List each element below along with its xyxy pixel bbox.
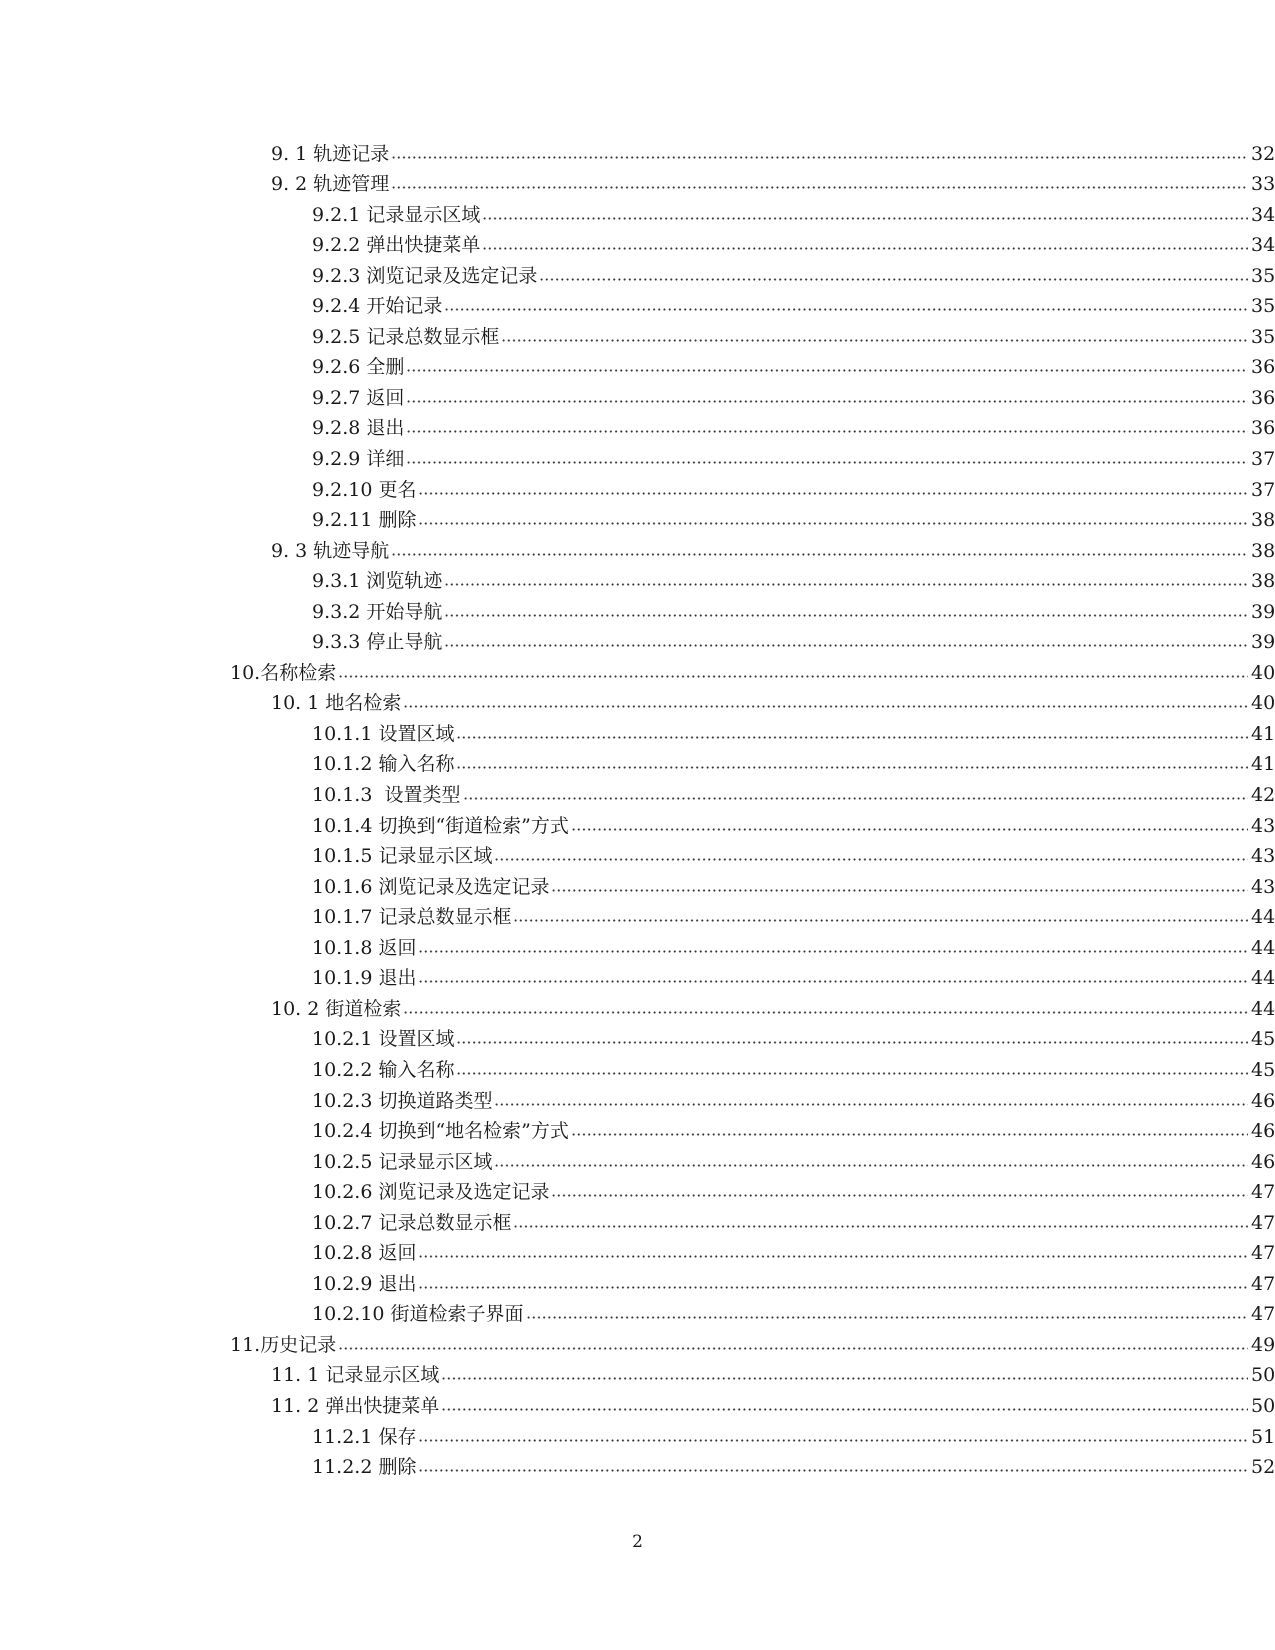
toc-entry[interactable] [0,1451,1275,1482]
toc-entry-title: 10.2.10 街道检索子界面 [312,1303,524,1326]
toc-entry[interactable] [0,901,1275,932]
toc-entry-title: 9.2.3 浏览记录及选定记录 [312,264,538,287]
toc-entry-page-number: 42 [1251,784,1275,807]
toc-entry[interactable] [0,656,1275,687]
toc-entry[interactable] [0,1115,1275,1146]
toc-entry-title: 10. 2 街道检索 [271,997,402,1020]
toc-entry-page-number: 41 [1251,722,1275,745]
toc-entry[interactable] [0,931,1275,962]
toc-entry-title: 10.2.4 切换到“地名检索”方式 [312,1120,569,1143]
toc-entry-title: 11. 2 弹出快捷菜单 [271,1394,440,1417]
toc-entry[interactable] [0,1176,1275,1207]
toc-dot-leader [391,156,1248,159]
toc-entry[interactable] [0,198,1275,229]
toc-entry[interactable] [0,992,1275,1023]
toc-entry-page-number: 38 [1251,509,1275,532]
toc-dot-leader [338,1347,1248,1350]
toc-dot-leader [406,430,1248,433]
toc-entry[interactable] [0,412,1275,443]
toc-entry-page-number: 46 [1251,1150,1275,1173]
toc-dot-leader [418,1286,1248,1289]
toc-entry-page-number: 43 [1251,814,1275,837]
toc-entry-title: 11.历史记录 [230,1333,337,1356]
page-number: 2 [632,1532,643,1552]
toc-entry-title: 11.2.1 保存 [312,1425,417,1448]
toc-entry-title: 9. 1 轨迹记录 [271,142,390,165]
toc-entry[interactable] [0,168,1275,199]
toc-entry[interactable] [0,259,1275,290]
toc-entry-title: 10.1.7 记录总数显示框 [312,906,512,929]
toc-entry-title: 10.2.5 记录显示区域 [312,1150,493,1173]
toc-entry[interactable] [0,1298,1275,1329]
toc-entry-title: 9.2.1 记录显示区域 [312,203,481,226]
toc-dot-leader [482,247,1248,250]
toc-dot-leader [338,675,1248,678]
toc-entry-page-number: 45 [1251,1058,1275,1081]
toc-entry-page-number: 41 [1251,753,1275,776]
toc-entry[interactable] [0,1053,1275,1084]
toc-entry-page-number: 36 [1251,356,1275,379]
toc-entry[interactable] [0,290,1275,321]
toc-entry-page-number: 35 [1251,295,1275,318]
toc-entry[interactable] [0,442,1275,473]
toc-dot-leader [444,614,1248,617]
toc-entry-page-number: 43 [1251,875,1275,898]
toc-entry[interactable] [0,1206,1275,1237]
toc-entry[interactable] [0,748,1275,779]
toc-dot-leader [494,1103,1248,1106]
toc-dot-leader [391,553,1248,556]
toc-entry-title: 11.2.2 删除 [312,1456,417,1479]
toc-entry[interactable] [0,229,1275,260]
toc-entry-title: 9. 3 轨迹导航 [271,539,390,562]
toc-dot-leader [444,583,1248,586]
toc-dot-leader [418,1439,1248,1442]
toc-dot-leader [456,1072,1248,1075]
toc-entry-page-number: 45 [1251,1028,1275,1051]
toc-entry-title: 9.3.2 开始导航 [312,600,443,623]
toc-entry[interactable] [0,381,1275,412]
toc-dot-leader [456,736,1248,739]
toc-entry-page-number: 52 [1251,1456,1275,1479]
toc-entry-page-number: 36 [1251,417,1275,440]
toc-dot-leader [526,1316,1248,1319]
toc-entry-title: 10.2.3 切换道路类型 [312,1089,493,1112]
toc-entry-page-number: 39 [1251,631,1275,654]
toc-entry-page-number: 47 [1251,1211,1275,1234]
toc-entry-title: 10.2.1 设置区域 [312,1028,455,1051]
toc-entry-title: 10.名称检索 [230,661,337,684]
toc-entry-title: 10.1.2 输入名称 [312,753,455,776]
toc-entry[interactable] [0,137,1275,168]
toc-entry-page-number: 44 [1251,936,1275,959]
toc-entry[interactable] [0,1328,1275,1359]
toc-dot-leader [482,217,1248,220]
toc-dot-leader [456,1041,1248,1044]
toc-entry-title: 10.1.1 设置区域 [312,722,455,745]
toc-entry-page-number: 46 [1251,1089,1275,1112]
toc-entry-title: 9.2.4 开始记录 [312,295,443,318]
toc-entry[interactable] [0,1359,1275,1390]
toc-entry-page-number: 32 [1251,142,1275,165]
toc-entry[interactable] [0,1237,1275,1268]
toc-entry[interactable] [0,320,1275,351]
toc-entry[interactable] [0,351,1275,382]
toc-dot-leader [418,1469,1248,1472]
toc-entry-page-number: 37 [1251,448,1275,471]
toc-dot-leader [551,1194,1248,1197]
toc-entry-page-number: 46 [1251,1120,1275,1143]
toc-entry-page-number: 36 [1251,386,1275,409]
toc-entry-title: 10.1.8 返回 [312,936,417,959]
toc-dot-leader [513,919,1248,922]
toc-dot-leader [539,278,1248,281]
toc-entry-page-number: 33 [1251,173,1275,196]
toc-entry-title: 10.1.3 设置类型 [312,784,461,807]
toc-entry-page-number: 34 [1251,234,1275,257]
toc-entry-page-number: 47 [1251,1303,1275,1326]
toc-dot-leader [501,339,1248,342]
toc-entry-title: 10.2.6 浏览记录及选定记录 [312,1181,550,1204]
toc-entry[interactable] [0,1267,1275,1298]
toc-entry[interactable] [0,1389,1275,1420]
toc-entry[interactable] [0,1145,1275,1176]
toc-entry-page-number: 37 [1251,478,1275,501]
toc-entry-title: 10.2.8 返回 [312,1242,417,1265]
toc-entry[interactable] [0,840,1275,871]
toc-dot-leader [406,369,1248,372]
toc-entry[interactable] [0,626,1275,657]
toc-dot-leader [418,980,1248,983]
toc-entry-page-number: 44 [1251,997,1275,1020]
table-of-contents [0,137,1275,1481]
toc-entry-title: 10.2.2 输入名称 [312,1058,455,1081]
toc-entry-title: 9.2.7 返回 [312,386,405,409]
toc-entry-title: 10.2.9 退出 [312,1272,417,1295]
toc-entry-title: 9.3.3 停止导航 [312,631,443,654]
toc-entry-title: 9.3.1 浏览轨迹 [312,570,443,593]
toc-entry-page-number: 50 [1251,1364,1275,1387]
toc-entry-page-number: 44 [1251,967,1275,990]
toc-entry-title: 10.1.6 浏览记录及选定记录 [312,875,550,898]
toc-entry[interactable] [0,962,1275,993]
toc-entry[interactable] [0,870,1275,901]
toc-entry[interactable] [0,565,1275,596]
toc-entry[interactable] [0,1023,1275,1054]
toc-entry[interactable] [0,534,1275,565]
toc-entry[interactable] [0,1420,1275,1451]
toc-entry-page-number: 40 [1251,692,1275,715]
toc-entry-title: 9.2.5 记录总数显示框 [312,325,500,348]
toc-dot-leader [418,1255,1248,1258]
toc-entry[interactable] [0,687,1275,718]
toc-entry-title: 9.2.10 更名 [312,478,417,501]
toc-entry-title: 10.1.9 退出 [312,967,417,990]
toc-dot-leader [571,1133,1248,1136]
toc-entry-page-number: 40 [1251,661,1275,684]
toc-entry-title: 10. 1 地名检索 [271,692,402,715]
toc-entry[interactable] [0,504,1275,535]
toc-dot-leader [494,1164,1248,1167]
toc-entry-page-number: 38 [1251,570,1275,593]
toc-entry-page-number: 35 [1251,264,1275,287]
toc-dot-leader [463,797,1248,800]
toc-dot-leader [418,950,1248,953]
toc-entry-title: 10.1.5 记录显示区域 [312,845,493,868]
toc-entry[interactable] [0,809,1275,840]
toc-dot-leader [406,461,1248,464]
toc-entry-title: 10.1.4 切换到“街道检索”方式 [312,814,569,837]
toc-dot-leader [444,644,1248,647]
toc-entry-title: 10.2.7 记录总数显示框 [312,1211,512,1234]
toc-entry-title: 9.2.6 全删 [312,356,405,379]
toc-entry-page-number: 47 [1251,1242,1275,1265]
toc-dot-leader [551,889,1248,892]
toc-dot-leader [403,705,1248,708]
toc-dot-leader [441,1377,1248,1380]
toc-entry-page-number: 51 [1251,1425,1275,1448]
toc-entry-title: 9.2.2 弹出快捷菜单 [312,234,481,257]
toc-entry-title: 9. 2 轨迹管理 [271,173,390,196]
toc-entry-title: 11. 1 记录显示区域 [271,1364,440,1387]
toc-entry-title: 9.2.11 删除 [312,509,417,532]
toc-dot-leader [494,858,1248,861]
toc-entry-title: 9.2.8 退出 [312,417,405,440]
toc-entry[interactable] [0,473,1275,504]
toc-entry-page-number: 47 [1251,1272,1275,1295]
toc-entry-page-number: 43 [1251,845,1275,868]
toc-entry[interactable] [0,1084,1275,1115]
toc-entry[interactable] [0,778,1275,809]
toc-entry[interactable] [0,717,1275,748]
toc-entry-page-number: 44 [1251,906,1275,929]
toc-dot-leader [403,1011,1248,1014]
toc-entry[interactable] [0,595,1275,626]
toc-entry-page-number: 34 [1251,203,1275,226]
toc-dot-leader [406,400,1248,403]
toc-entry-page-number: 47 [1251,1181,1275,1204]
toc-dot-leader [456,766,1248,769]
toc-entry-title: 9.2.9 详细 [312,448,405,471]
toc-dot-leader [441,1408,1248,1411]
toc-entry-page-number: 35 [1251,325,1275,348]
toc-dot-leader [391,186,1248,189]
toc-entry-page-number: 50 [1251,1394,1275,1417]
toc-dot-leader [513,1225,1248,1228]
toc-dot-leader [444,308,1248,311]
toc-entry-page-number: 38 [1251,539,1275,562]
toc-dot-leader [418,492,1248,495]
toc-dot-leader [418,522,1248,525]
toc-dot-leader [571,828,1248,831]
toc-entry-page-number: 39 [1251,600,1275,623]
toc-entry-page-number: 49 [1251,1333,1275,1356]
